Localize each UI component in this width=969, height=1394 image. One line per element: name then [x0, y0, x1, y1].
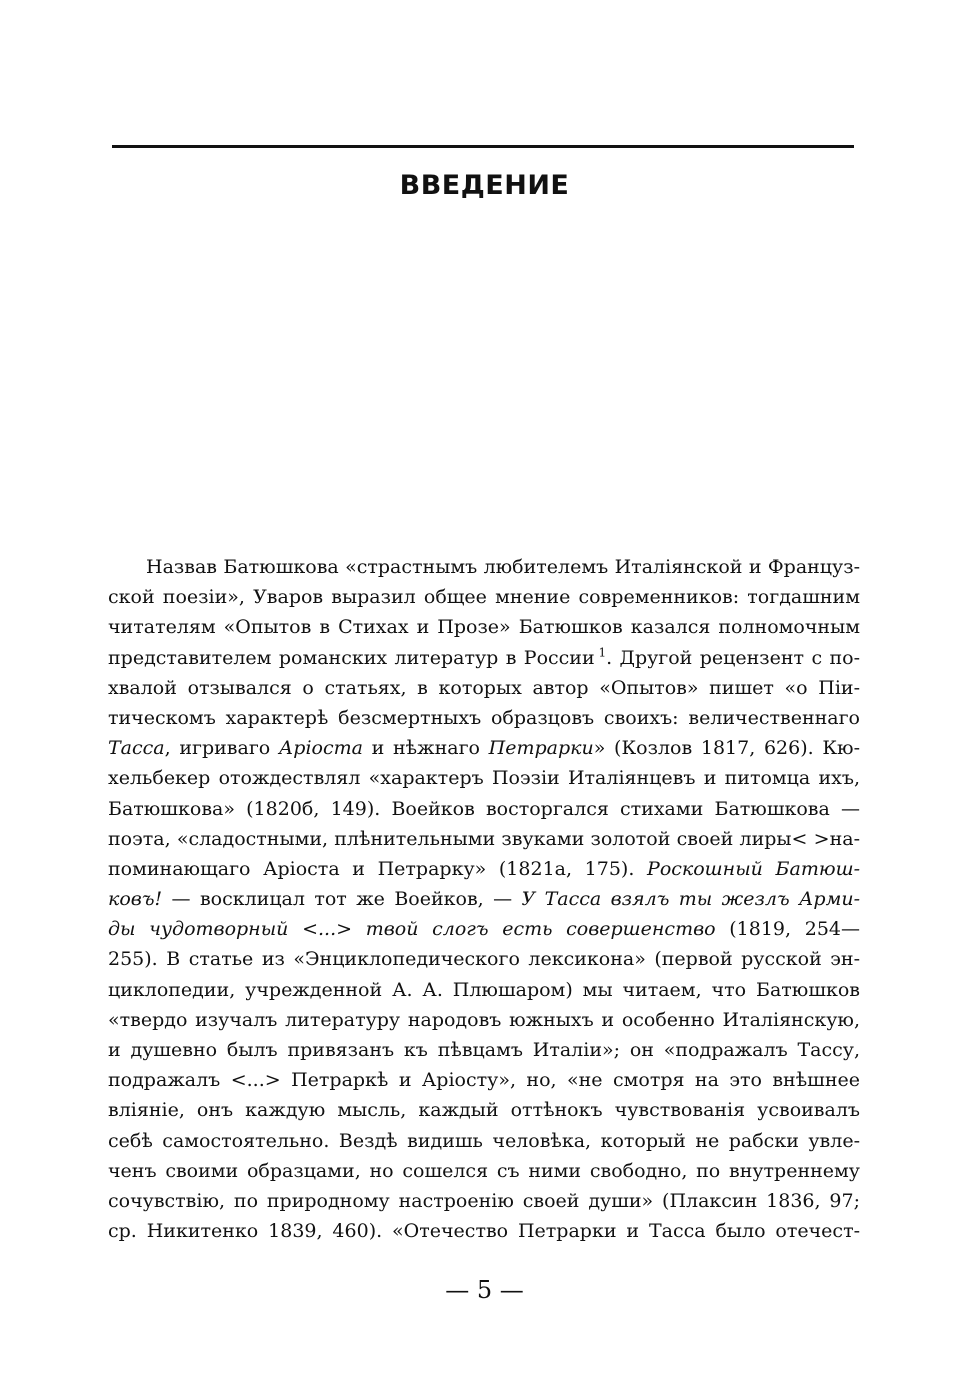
text-line: хвалой отзывался о статьях, в которых автор «Опытов» пишет «о Піи- — [108, 676, 860, 699]
text-line: ской поезіи», Уваров выразил общее мнение современников: тогдашним — [108, 586, 860, 609]
footnote-reference[interactable]: 1 — [598, 645, 607, 660]
italic-quote: У Тасса взялъ ты жезлъ Арми- — [521, 888, 860, 911]
italic-quote: ковъ! — [108, 888, 163, 911]
chapter-title: ВВЕДЕНИЕ — [399, 170, 570, 201]
text-line: тическомъ характерѣ безсмертныхъ образцовъ своихъ: величественнаго — [108, 706, 860, 729]
text-line: и душевно былъ привязанъ къ пѣвцамъ Италіи»; он «подражалъ Тассу, — [108, 1039, 860, 1061]
text-line: сочувствію, по природному настроенію своей души» (Плаксин 1836, 97; — [108, 1189, 860, 1212]
text-line: циклопедии, учрежденной А. А. Плюшаром) мы читаем, что Батюшков — [108, 978, 860, 1001]
text-line: поэта, «сладостными, плѣнительными звуками золотой своей лиры< >на- — [108, 827, 860, 850]
text-line: вліяніе, онъ каждую мысль, каждый оттѣнокъ чувствованія усвоивалъ — [108, 1099, 860, 1122]
text-line: ченъ своими образцами, но сошелся съ ними свободно, по внутреннему — [108, 1159, 860, 1182]
text-line: ср. Никитенко 1839, 460). «Отечество Петрарки и Тасса было отечест- — [108, 1220, 860, 1243]
text-line: себѣ самостоятельно. Вездѣ видишь человѣка, который не рабски увле- — [108, 1129, 860, 1152]
text-line: Тасса, игриваго Аріоста и нѣжнаго Петрарки» (Козлов 1817, 626). Кю- — [108, 737, 861, 760]
text-line: читателям «Опытов в Стихах и Прозе» Батюшков казался полномочным — [108, 616, 860, 639]
text-line: поминающаго Аріоста и Петрарку» (1821а, 175). Роскошный Батюш- — [108, 857, 860, 880]
text-line: подражалъ <...> Петраркѣ и Аріосту», но, «не смотря на это внѣшнее — [108, 1069, 860, 1092]
text-line: представителем романских литератур в России $^1$. Другой рецензент с по- — [108, 645, 860, 669]
text-line: ковъ! — восклицал тот же Воейков, — У Тасса взялъ ты жезлъ Арми- — [108, 888, 860, 911]
italic-name: Аріоста — [278, 737, 363, 760]
text-line: хельбекер отождествлял «характеръ Поэзіи Италіянцевъ и питомца ихъ, — [108, 767, 860, 790]
page-number: — 5 — — [445, 1276, 524, 1304]
italic-name: Тасса — [108, 737, 165, 760]
text-line: 255). В статье из «Энциклопедического лексикона» (первой русской эн- — [108, 948, 860, 971]
header-rule — [112, 145, 854, 148]
italic-name: Петрарки — [488, 737, 594, 760]
italic-quote: ды чудотворный <...> твой слогъ есть совершенство — [108, 918, 716, 941]
text-line: «твердо изучалъ литературу народовъ южныхъ и особенно Италіянскую, — [108, 1008, 860, 1031]
italic-quote: Роскошный Батюш- — [647, 857, 860, 880]
body-paragraph — [108, 552, 860, 1246]
text-line: Батюшкова» (1820б, 149). Воейков восторгался стихами Батюшкова — — [108, 797, 860, 820]
text-line: Назвав Батюшкова «страстнымъ любителемъ Италіянской и Француз- — [146, 556, 860, 578]
text-line: ды чудотворный <...> твой слогъ есть совершенство (1819, 254— — [108, 918, 860, 941]
